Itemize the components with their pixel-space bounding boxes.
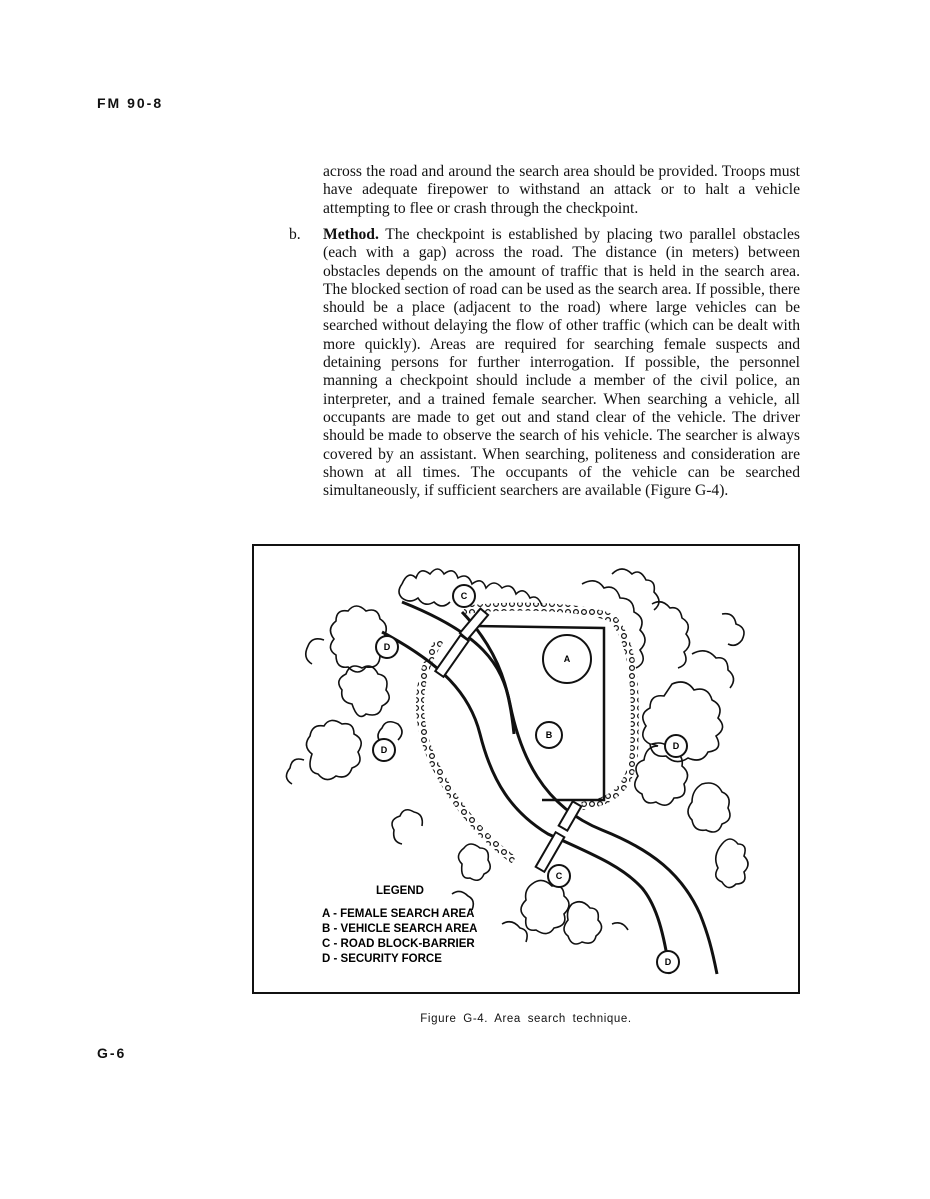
section-label: b. — [289, 226, 301, 243]
svg-text:C: C — [555, 871, 563, 881]
marker-d-upper-left — [376, 636, 398, 658]
page-number: G-6 — [97, 1045, 127, 1061]
marker-b — [536, 722, 562, 748]
marker-a-label: A — [563, 654, 571, 664]
marker-d-right — [665, 735, 687, 757]
marker-a — [543, 635, 591, 683]
svg-text:D: D — [380, 745, 388, 755]
marker-c-top — [453, 585, 475, 607]
svg-text:D: D — [664, 957, 672, 967]
marker-b-label: B — [545, 730, 553, 740]
svg-text:C: C — [460, 591, 468, 601]
section-heading: Method. — [323, 226, 379, 243]
page-header: FM 90-8 — [97, 95, 164, 111]
svg-text:D: D — [672, 741, 680, 751]
area-search-figure — [252, 544, 800, 994]
legend-item-d: D - SECURITY FORCE — [322, 953, 442, 965]
section-b-paragraph — [323, 226, 800, 500]
legend-item-c: C - ROAD BLOCK-BARRIER — [322, 938, 475, 950]
legend-title: LEGEND — [376, 885, 424, 897]
marker-d-bottom — [657, 951, 679, 973]
section-body: The checkpoint is established by placing two parallel obstacles (each with a gap) across the road. The distance (in meters) between obstacles depends on the amount of traffic that is held in the search area. The blocked section of road can be used as the search area. If possible, there should be a place (adjacent to the road) where large vehicles can be searched without delaying the flow of other traffic (which can be dealt with more quickly). Areas are required for searching female suspects and detaining persons for further interrogation. If possible, the personnel manning a checkpoint should include a member of the civil police, an interpreter, and a trained female searcher. When searching a vehicle, all occupants are made to get out and stand clear of the vehicle. The driver should be made to observe the search of his vehicle. The searcher is always covered by an assistant. When searching, politeness and consideration are shown at all times. The occupants of the vehicle can be searched simultaneously, if sufficient searchers are available (Figure G-4). — [323, 226, 800, 500]
legend-item-b: B - VEHICLE SEARCH AREA — [322, 923, 478, 935]
svg-text:D: D — [383, 642, 391, 652]
legend-item-a: A - FEMALE SEARCH AREA — [322, 908, 475, 920]
figure-caption: Figure G-4. Area search technique. — [420, 1013, 632, 1025]
continuation-paragraph: across the road and around the search area should be provided. Troops must have adequate firepower to withstand an attack or to halt a vehicle attempting to flee or crash through the checkpoint. — [323, 163, 800, 217]
marker-c-bottom — [548, 865, 570, 887]
marker-d-left — [373, 739, 395, 761]
